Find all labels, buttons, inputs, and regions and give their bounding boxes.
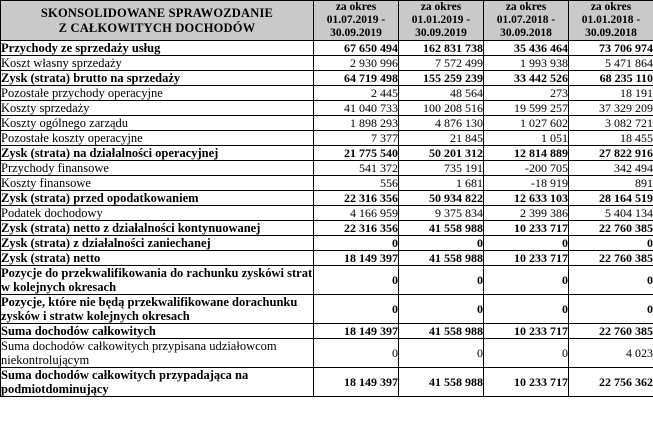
row-value-q3_2018: 2 399 386 <box>484 206 569 221</box>
row-value-q3_2018: 10 233 717 <box>484 251 569 266</box>
row-value-ytd_2018: 5 404 134 <box>569 206 653 221</box>
row-value-q3_2018: 0 <box>484 339 569 368</box>
row-value-ytd_2019: 4 876 130 <box>399 116 484 131</box>
column-header-ytd-2019 <box>399 1 484 41</box>
table-row <box>1 266 653 295</box>
column-header-q3-2018 <box>484 1 569 41</box>
row-value-q3_2018: 273 <box>484 86 569 101</box>
row-label: Koszty sprzedaży <box>1 101 314 116</box>
row-label: Koszty finansowe <box>1 176 314 191</box>
table-row <box>1 221 653 236</box>
row-value-q3_2018: 1 027 602 <box>484 116 569 131</box>
row-label: Zysk (strata) netto z działalności kontynuowanej <box>1 221 314 236</box>
row-value-ytd_2019: 41 558 988 <box>399 368 484 397</box>
row-label: Koszt własny sprzedaży <box>1 56 314 71</box>
row-value-ytd_2018: 342 494 <box>569 161 653 176</box>
table-row <box>1 324 653 339</box>
row-value-ytd_2018: 3 082 721 <box>569 116 653 131</box>
row-label-line: niekontrolującym <box>1 353 90 367</box>
row-label-line: Pozycje do przekwalifikowania do rachunku zysków <box>1 266 281 280</box>
table-row <box>1 236 653 251</box>
row-value-q3_2019: 7 377 <box>314 131 399 146</box>
row-value-ytd_2019: 0 <box>399 295 484 324</box>
row-value-ytd_2018: 22 760 385 <box>569 324 653 339</box>
row-value-ytd_2019: 41 558 988 <box>399 221 484 236</box>
row-value-ytd_2018: 0 <box>569 266 653 295</box>
column-header-q3-2019 <box>314 1 399 41</box>
row-value-ytd_2019: 21 845 <box>399 131 484 146</box>
column-header-range-to: 30.09.2019 <box>415 27 467 39</box>
row-value-ytd_2019: 100 208 516 <box>399 101 484 116</box>
table-row <box>1 206 653 221</box>
column-header-ytd-2018 <box>569 1 653 41</box>
column-header-range-from: 01.07.2018 - <box>496 14 556 26</box>
table-row <box>1 71 653 86</box>
row-label-line: Suma dochodów całkowitych przypadająca na podmiot <box>1 368 249 396</box>
row-label: Zysk (strata) z działalności zaniechanej <box>1 236 314 251</box>
row-value-ytd_2019: 41 558 988 <box>399 251 484 266</box>
row-label-line: Suma dochodów całkowitych przypisana udziałowcom <box>1 339 277 353</box>
row-label: Zysk (strata) netto <box>1 251 314 266</box>
row-value-ytd_2018: 28 164 519 <box>569 191 653 206</box>
row-value-q3_2019: 0 <box>314 236 399 251</box>
row-value-ytd_2018: 891 <box>569 176 653 191</box>
row-value-q3_2019: 4 166 959 <box>314 206 399 221</box>
table-header <box>1 1 653 41</box>
row-value-q3_2019: 2 445 <box>314 86 399 101</box>
column-header-prefix: za okres <box>335 1 377 13</box>
column-header-prefix: za okres <box>420 1 462 13</box>
row-value-q3_2019: 18 149 397 <box>314 324 399 339</box>
table-row <box>1 339 653 368</box>
row-value-ytd_2019: 0 <box>399 339 484 368</box>
row-value-ytd_2018: 22 760 385 <box>569 221 653 236</box>
row-label: Pozostałe przychody operacyjne <box>1 86 314 101</box>
row-value-ytd_2018: 18 455 <box>569 131 653 146</box>
row-value-ytd_2019: 9 375 834 <box>399 206 484 221</box>
row-value-ytd_2019: 155 259 239 <box>399 71 484 86</box>
row-value-ytd_2019: 0 <box>399 266 484 295</box>
row-value-q3_2018: 12 633 103 <box>484 191 569 206</box>
row-value-ytd_2018: 27 822 916 <box>569 146 653 161</box>
row-value-q3_2019: 1 898 293 <box>314 116 399 131</box>
row-label-line: dominujący <box>45 382 109 396</box>
row-value-ytd_2018: 73 706 974 <box>569 41 653 56</box>
row-label: Podatek dochodowy <box>1 206 314 221</box>
row-value-q3_2018: 10 233 717 <box>484 368 569 397</box>
row-value-q3_2019: 64 719 498 <box>314 71 399 86</box>
row-label: Przychody finansowe <box>1 161 314 176</box>
row-value-q3_2018: 0 <box>484 236 569 251</box>
row-value-ytd_2018: 18 191 <box>569 86 653 101</box>
row-label-line: w kolejnych okresach <box>74 309 190 323</box>
row-value-ytd_2019: 50 201 312 <box>399 146 484 161</box>
row-value-ytd_2018: 5 471 864 <box>569 56 653 71</box>
table-row <box>1 131 653 146</box>
row-value-ytd_2019: 50 934 822 <box>399 191 484 206</box>
table-row <box>1 251 653 266</box>
row-value-ytd_2018: 22 756 362 <box>569 368 653 397</box>
table-row <box>1 56 653 71</box>
row-value-ytd_2019: 162 831 738 <box>399 41 484 56</box>
row-label <box>1 339 314 368</box>
row-value-ytd_2019: 7 572 499 <box>399 56 484 71</box>
row-label: Przychody ze sprzedaży usług <box>1 41 314 56</box>
table-row <box>1 41 653 56</box>
row-value-q3_2018: 1 051 <box>484 131 569 146</box>
row-value-ytd_2018: 37 329 209 <box>569 101 653 116</box>
row-value-ytd_2019: 41 558 988 <box>399 324 484 339</box>
column-header-range-to: 30.09.2019 <box>330 27 382 39</box>
row-value-q3_2018: 19 599 257 <box>484 101 569 116</box>
column-header-range-from: 01.01.2018 - <box>581 14 641 26</box>
table-row <box>1 368 653 397</box>
row-label: Koszty ogólnego zarządu <box>1 116 314 131</box>
row-label-line: i strat w kolejnych okresach <box>1 266 313 294</box>
row-value-q3_2019: 2 930 996 <box>314 56 399 71</box>
statement-title-line-2: Z CAŁKOWITYCH DOCHODÓW <box>58 20 256 35</box>
row-value-ytd_2018: 22 760 385 <box>569 251 653 266</box>
column-header-range-to: 30.09.2018 <box>500 27 552 39</box>
row-label <box>1 266 314 295</box>
column-header-prefix: za okres <box>505 1 547 13</box>
row-value-q3_2019: 67 650 494 <box>314 41 399 56</box>
header-row <box>1 1 653 41</box>
table-row <box>1 146 653 161</box>
table-row <box>1 86 653 101</box>
table-row <box>1 191 653 206</box>
table-row <box>1 295 653 324</box>
row-value-q3_2019: 18 149 397 <box>314 368 399 397</box>
column-header-range-from: 01.07.2019 - <box>326 14 386 26</box>
row-label: Suma dochodów całkowitych <box>1 324 314 339</box>
column-header-range-to: 30.09.2018 <box>585 27 637 39</box>
row-label: Zysk (strata) przed opodatkowaniem <box>1 191 314 206</box>
row-value-q3_2018: 10 233 717 <box>484 324 569 339</box>
row-value-q3_2019: 22 316 356 <box>314 221 399 236</box>
row-label <box>1 368 314 397</box>
row-label-line: rachunku zysków i strat <box>1 295 298 323</box>
row-value-q3_2018: 35 436 464 <box>484 41 569 56</box>
table-row <box>1 101 653 116</box>
row-value-q3_2019: 556 <box>314 176 399 191</box>
column-header-prefix: za okres <box>590 1 632 13</box>
table-row <box>1 176 653 191</box>
row-value-q3_2018: 1 993 938 <box>484 56 569 71</box>
table-row <box>1 116 653 131</box>
row-value-ytd_2018: 68 235 110 <box>569 71 653 86</box>
statement-title-line-1: SKONSOLIDOWANE SPRAWOZDANIE <box>40 5 274 20</box>
row-value-q3_2019: 41 040 733 <box>314 101 399 116</box>
row-value-ytd_2018: 0 <box>569 295 653 324</box>
row-value-ytd_2019: 735 191 <box>399 161 484 176</box>
row-label: Zysk (strata) na działalności operacyjnej <box>1 146 314 161</box>
row-value-ytd_2019: 1 681 <box>399 176 484 191</box>
row-label: Pozostałe koszty operacyjne <box>1 131 314 146</box>
row-value-ytd_2018: 4 023 <box>569 339 653 368</box>
row-value-q3_2019: 21 775 540 <box>314 146 399 161</box>
row-value-q3_2018: -18 919 <box>484 176 569 191</box>
row-value-q3_2018: -200 705 <box>484 161 569 176</box>
column-header-range-from: 01.01.2019 - <box>411 14 471 26</box>
row-value-ytd_2019: 48 564 <box>399 86 484 101</box>
row-value-q3_2019: 22 316 356 <box>314 191 399 206</box>
statement-title <box>1 1 314 41</box>
row-value-q3_2019: 0 <box>314 266 399 295</box>
table-body <box>1 41 653 397</box>
row-value-q3_2018: 12 814 889 <box>484 146 569 161</box>
row-value-ytd_2019: 0 <box>399 236 484 251</box>
row-value-q3_2018: 10 233 717 <box>484 221 569 236</box>
row-value-q3_2018: 33 442 526 <box>484 71 569 86</box>
row-label-line: Pozycje, które nie będą przekwalifikowane do <box>1 295 246 309</box>
row-label <box>1 295 314 324</box>
row-value-q3_2019: 541 372 <box>314 161 399 176</box>
table-row <box>1 161 653 176</box>
row-value-q3_2019: 0 <box>314 339 399 368</box>
row-value-q3_2019: 0 <box>314 295 399 324</box>
row-value-ytd_2018: 0 <box>569 236 653 251</box>
row-value-q3_2019: 18 149 397 <box>314 251 399 266</box>
row-value-q3_2018: 0 <box>484 295 569 324</box>
row-value-q3_2018: 0 <box>484 266 569 295</box>
row-label: Zysk (strata) brutto na sprzedaży <box>1 71 314 86</box>
